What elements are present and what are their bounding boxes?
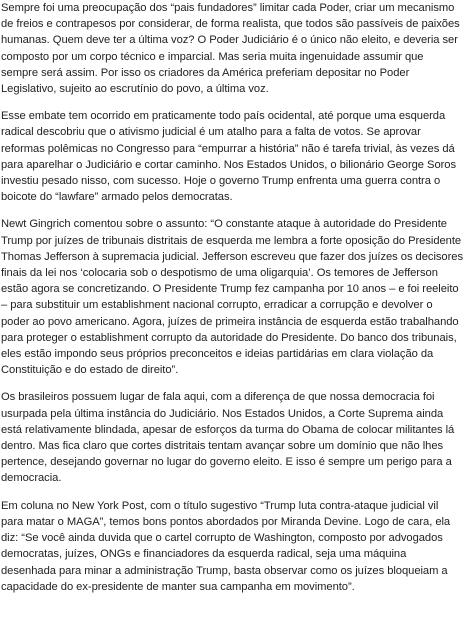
paragraph-brazil-comparison: Os brasileiros possuem lugar de fala aqui, com a diferença de que nossa democracia foi usurpada pela última instância do Judiciário. Nos Estados Unidos, a Corte Suprema ainda está relativamente blindada, apesar de esforços da turma do Obama de colocar militantes lá dentro. Mas fica claro que cortes distritais tentam avançar sobre um domínio que não lhes pertence, desejando governar no lugar do governo eleito. E isso é sempre um perigo para a democracia. [1,391,455,485]
paragraph-ny-post-column: Em coluna no New York Post, com o título sugestivo “Trump luta contra-ataque judicial vil para matar o MAGA”, temos bons pontos abordados por Miranda Devine. Logo de cara, ela diz: “Se você ainda duvida que o cartel corrupto de Washington, composto por advogados democratas, juízes, ONGs e financiadores da esquerda radical, seja uma máquina desenhada para minar a administração Trump, basta observar como os juízes bloqueiam a capacidade do ex-presidente de manter sua campanha em movimento”. [1,499,451,593]
paragraph-founding-fathers: Sempre foi uma preocupação dos “pais fundadores” limitar cada Poder, criar um mecanismo de freios e contrapesos por considerar, de forma realista, que todos são passíveis de paixões humanas. Quem deve ter a última voz? O Poder Judiciário é o único não eleito, e deveria ser composto por um corpo técnico e imparcial. Mas seria muita ingenuidade assumir que sempre será assim. Por isso os criadores da América preferiam depositar no Poder Legislativo, sujeito ao escrutínio do povo, a última voz. [1,2,460,96]
paragraph-judicial-activism: Esse embate tem ocorrido em praticamente todo país ocidental, até porque uma esquerda radical descobriu que o ativismo judicial é um atalho para a falta de votos. Se aprovar reformas polêmicas no Congresso para “empurrar a história” não é tarefa trivial, às vezes dá para aparelhar o Judiciário e cortar caminho. Nos Estados Unidos, o bilionário George Soros investiu pesado nisso, com sucesso. Hoje o governo Trump enfrenta uma guerra contra o boicote do “lawfare” armado pelos democratas. [1,110,457,204]
paragraph-gingrich-quote: Newt Gingrich comentou sobre o assunto: “O constante ataque à autoridade do Presidente Trump por juízes de tribunais distritais de esquerda me lembra a forte oposição do Presidente Thomas Jefferson à supremacia judicial. Jefferson escreveu que fazer dos juízes os decisores finais da lei nos ‘colocaria sob o despotismo de uma oligarquia’. Os temores de Jefferson estão agora se concretizando. O Presidente Trump fez campanha por 10 anos – e foi reeleito – para substituir um establishment nacional corrupto, erradicar a corrupção e devolver o poder ao povo americano. Agora, juízes de primeira instância de esquerda estão trabalhando para proteger o establishment corrupto da autoridade do Presidente. Do banco dos tribunais, eles estão impondo seus próprios preconceitos e ideias partidárias em clara violação da Constituição e do estado de direito”. [1,218,463,377]
